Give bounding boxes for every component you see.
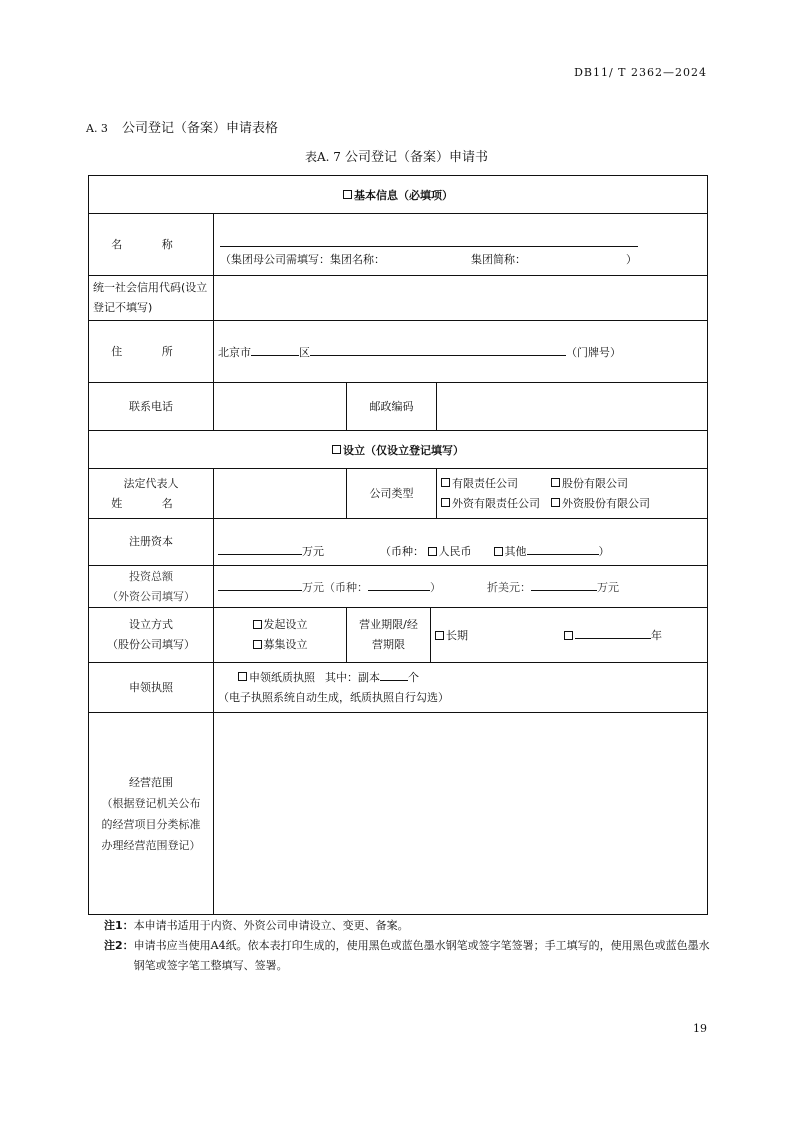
method-checkbox[interactable]: [253, 640, 262, 649]
address-city: 北京市: [218, 345, 251, 359]
business-scope-title: 经营范围: [129, 775, 173, 789]
usd-unit: 万元: [597, 580, 619, 594]
term-label: 营业期限/经 营期限: [347, 608, 431, 663]
phone-field[interactable]: [214, 383, 347, 431]
credit-code-row: [89, 276, 708, 321]
notes: [104, 916, 719, 976]
company-type-options: [437, 469, 708, 519]
currency-label: （币种：: [380, 545, 424, 558]
term-long-label: 长期: [446, 629, 468, 642]
license-row: [89, 663, 708, 713]
application-form-table: [88, 175, 708, 915]
company-type-option[interactable]: 股份有限公司: [551, 477, 628, 490]
license-field: [214, 663, 708, 713]
establishment-checkbox[interactable]: [332, 445, 341, 454]
address-row: [89, 321, 708, 383]
establishment-section-row: [89, 431, 708, 469]
note-tag: 注2：: [104, 939, 134, 952]
postal-field[interactable]: [437, 383, 708, 431]
table-caption-prefix: 表A. 7: [304, 150, 341, 164]
address-district: 区: [299, 345, 310, 359]
currency-rmb-label: 人民币: [438, 545, 472, 558]
contact-row: [89, 383, 708, 431]
name-row: [89, 214, 708, 276]
method-options: [214, 608, 347, 663]
currency-other-input-line[interactable]: [527, 543, 599, 555]
method-checkbox[interactable]: [253, 620, 262, 629]
table-caption: [0, 146, 793, 165]
note-text: 本申请书适用于内资、外资公司申请设立、变更、备案。: [133, 919, 409, 932]
group-short-label: 集团简称：: [471, 253, 526, 266]
company-type-option[interactable]: 外资股份有限公司: [551, 497, 650, 510]
investment-unit: 万元（币种：: [302, 580, 368, 594]
total-investment-field: [214, 566, 708, 608]
license-copies-input-line[interactable]: [380, 669, 408, 681]
business-scope-label: [89, 713, 214, 915]
note-item: [104, 936, 719, 976]
postal-label: 邮政编码: [347, 383, 437, 431]
method-option[interactable]: 募集设立: [218, 635, 342, 655]
term-years-input-line[interactable]: [575, 627, 651, 639]
method-option[interactable]: 发起设立: [218, 615, 342, 635]
company-type-checkbox[interactable]: [441, 498, 450, 507]
group-note-prefix: （集团母公司需填写：集团名称：: [220, 253, 385, 266]
section-heading: [86, 117, 278, 136]
credit-code-label: 统一社会信用代码(设立登记不填写): [89, 276, 214, 321]
name-label: 名 称: [89, 214, 214, 276]
phone-label: 联系电话: [89, 383, 214, 431]
legal-rep-row: [89, 469, 708, 519]
investment-close: ）: [430, 580, 441, 594]
name-field[interactable]: [214, 214, 708, 276]
establishment-heading-text: 设立（仅设立登记填写）: [343, 443, 464, 457]
license-copies-unit: 个: [408, 670, 419, 684]
currency-close: ）: [598, 545, 610, 558]
address-label: 住 所: [89, 321, 214, 383]
registered-capital-field: [214, 519, 708, 566]
license-paper-label: 申领纸质执照: [249, 670, 315, 684]
usd-label: 折美元：: [487, 580, 531, 594]
license-copies-prefix: 其中：副本: [325, 670, 380, 684]
section-title: 公司登记（备案）申请表格: [121, 121, 278, 136]
establishment-method-row: [89, 608, 708, 663]
company-type-checkbox[interactable]: [551, 478, 560, 487]
business-scope-note: （根据登记机关公布的经营项目分类标准办理经营范围登记）: [101, 796, 201, 852]
investment-input-line[interactable]: [218, 579, 302, 591]
total-investment-row: [89, 566, 708, 608]
legal-rep-field[interactable]: [214, 469, 347, 519]
total-investment-label: 投资总额 （外资公司填写）: [89, 566, 214, 608]
basic-info-heading: [89, 176, 708, 214]
basic-info-checkbox[interactable]: [343, 190, 352, 199]
district-input-line[interactable]: [251, 344, 299, 356]
group-note: [220, 251, 701, 267]
usd-input-line[interactable]: [531, 579, 597, 591]
company-type-option[interactable]: 外资有限责任公司: [441, 494, 551, 514]
currency-other-checkbox[interactable]: [494, 547, 503, 556]
company-type-checkbox[interactable]: [551, 498, 560, 507]
note-tag: 注1：: [104, 919, 134, 932]
note-text: 申请书应当使用A4纸。依本表打印生成的，使用黑色或蓝色墨水钢笔或签字笔签署；手工填写的，使用黑色或蓝色墨水钢笔或签字笔工整填写、签署。: [133, 939, 710, 972]
page-number: 19: [693, 1022, 707, 1035]
company-type-checkbox[interactable]: [441, 478, 450, 487]
basic-info-section-row: [89, 176, 708, 214]
business-scope-row: [89, 713, 708, 915]
term-options: [431, 608, 708, 663]
term-long-checkbox[interactable]: [435, 631, 444, 640]
term-years-checkbox[interactable]: [564, 631, 573, 640]
capital-unit: 万元: [302, 545, 324, 558]
street-input-line[interactable]: [310, 344, 566, 356]
registered-capital-row: [89, 519, 708, 566]
establishment-heading: [89, 431, 708, 469]
registered-capital-label: 注册资本: [89, 519, 214, 566]
credit-code-field[interactable]: [214, 276, 708, 321]
company-type-option[interactable]: 有限责任公司: [441, 474, 551, 494]
method-label: 设立方式 （股份公司填写）: [89, 608, 214, 663]
table-caption-title: 公司登记（备案）申请书: [345, 150, 489, 165]
capital-input-line[interactable]: [218, 543, 302, 555]
company-type-label: 公司类型: [347, 469, 437, 519]
currency-other-label: 其他: [504, 545, 527, 558]
investment-currency-input-line[interactable]: [368, 579, 430, 591]
name-input-line[interactable]: [220, 232, 638, 247]
group-note-close: ）: [626, 253, 637, 266]
license-note: （电子执照系统自动生成，纸质执照自行勾选）: [218, 690, 449, 704]
section-number: A. 3: [86, 122, 108, 135]
standard-code: DB11/ T 2362—2024: [574, 66, 707, 79]
business-scope-field[interactable]: [214, 713, 708, 915]
basic-info-heading-text: 基本信息（必填项）: [354, 188, 453, 202]
legal-rep-label: 法定代表人 姓 名: [89, 469, 214, 519]
currency-rmb-checkbox[interactable]: [428, 547, 437, 556]
address-field[interactable]: [214, 321, 708, 383]
term-years-unit: 年: [651, 629, 662, 642]
license-paper-checkbox[interactable]: [238, 672, 247, 681]
note-item: [104, 916, 719, 936]
license-label: 申领执照: [89, 663, 214, 713]
address-suffix: （门牌号）: [566, 345, 621, 359]
